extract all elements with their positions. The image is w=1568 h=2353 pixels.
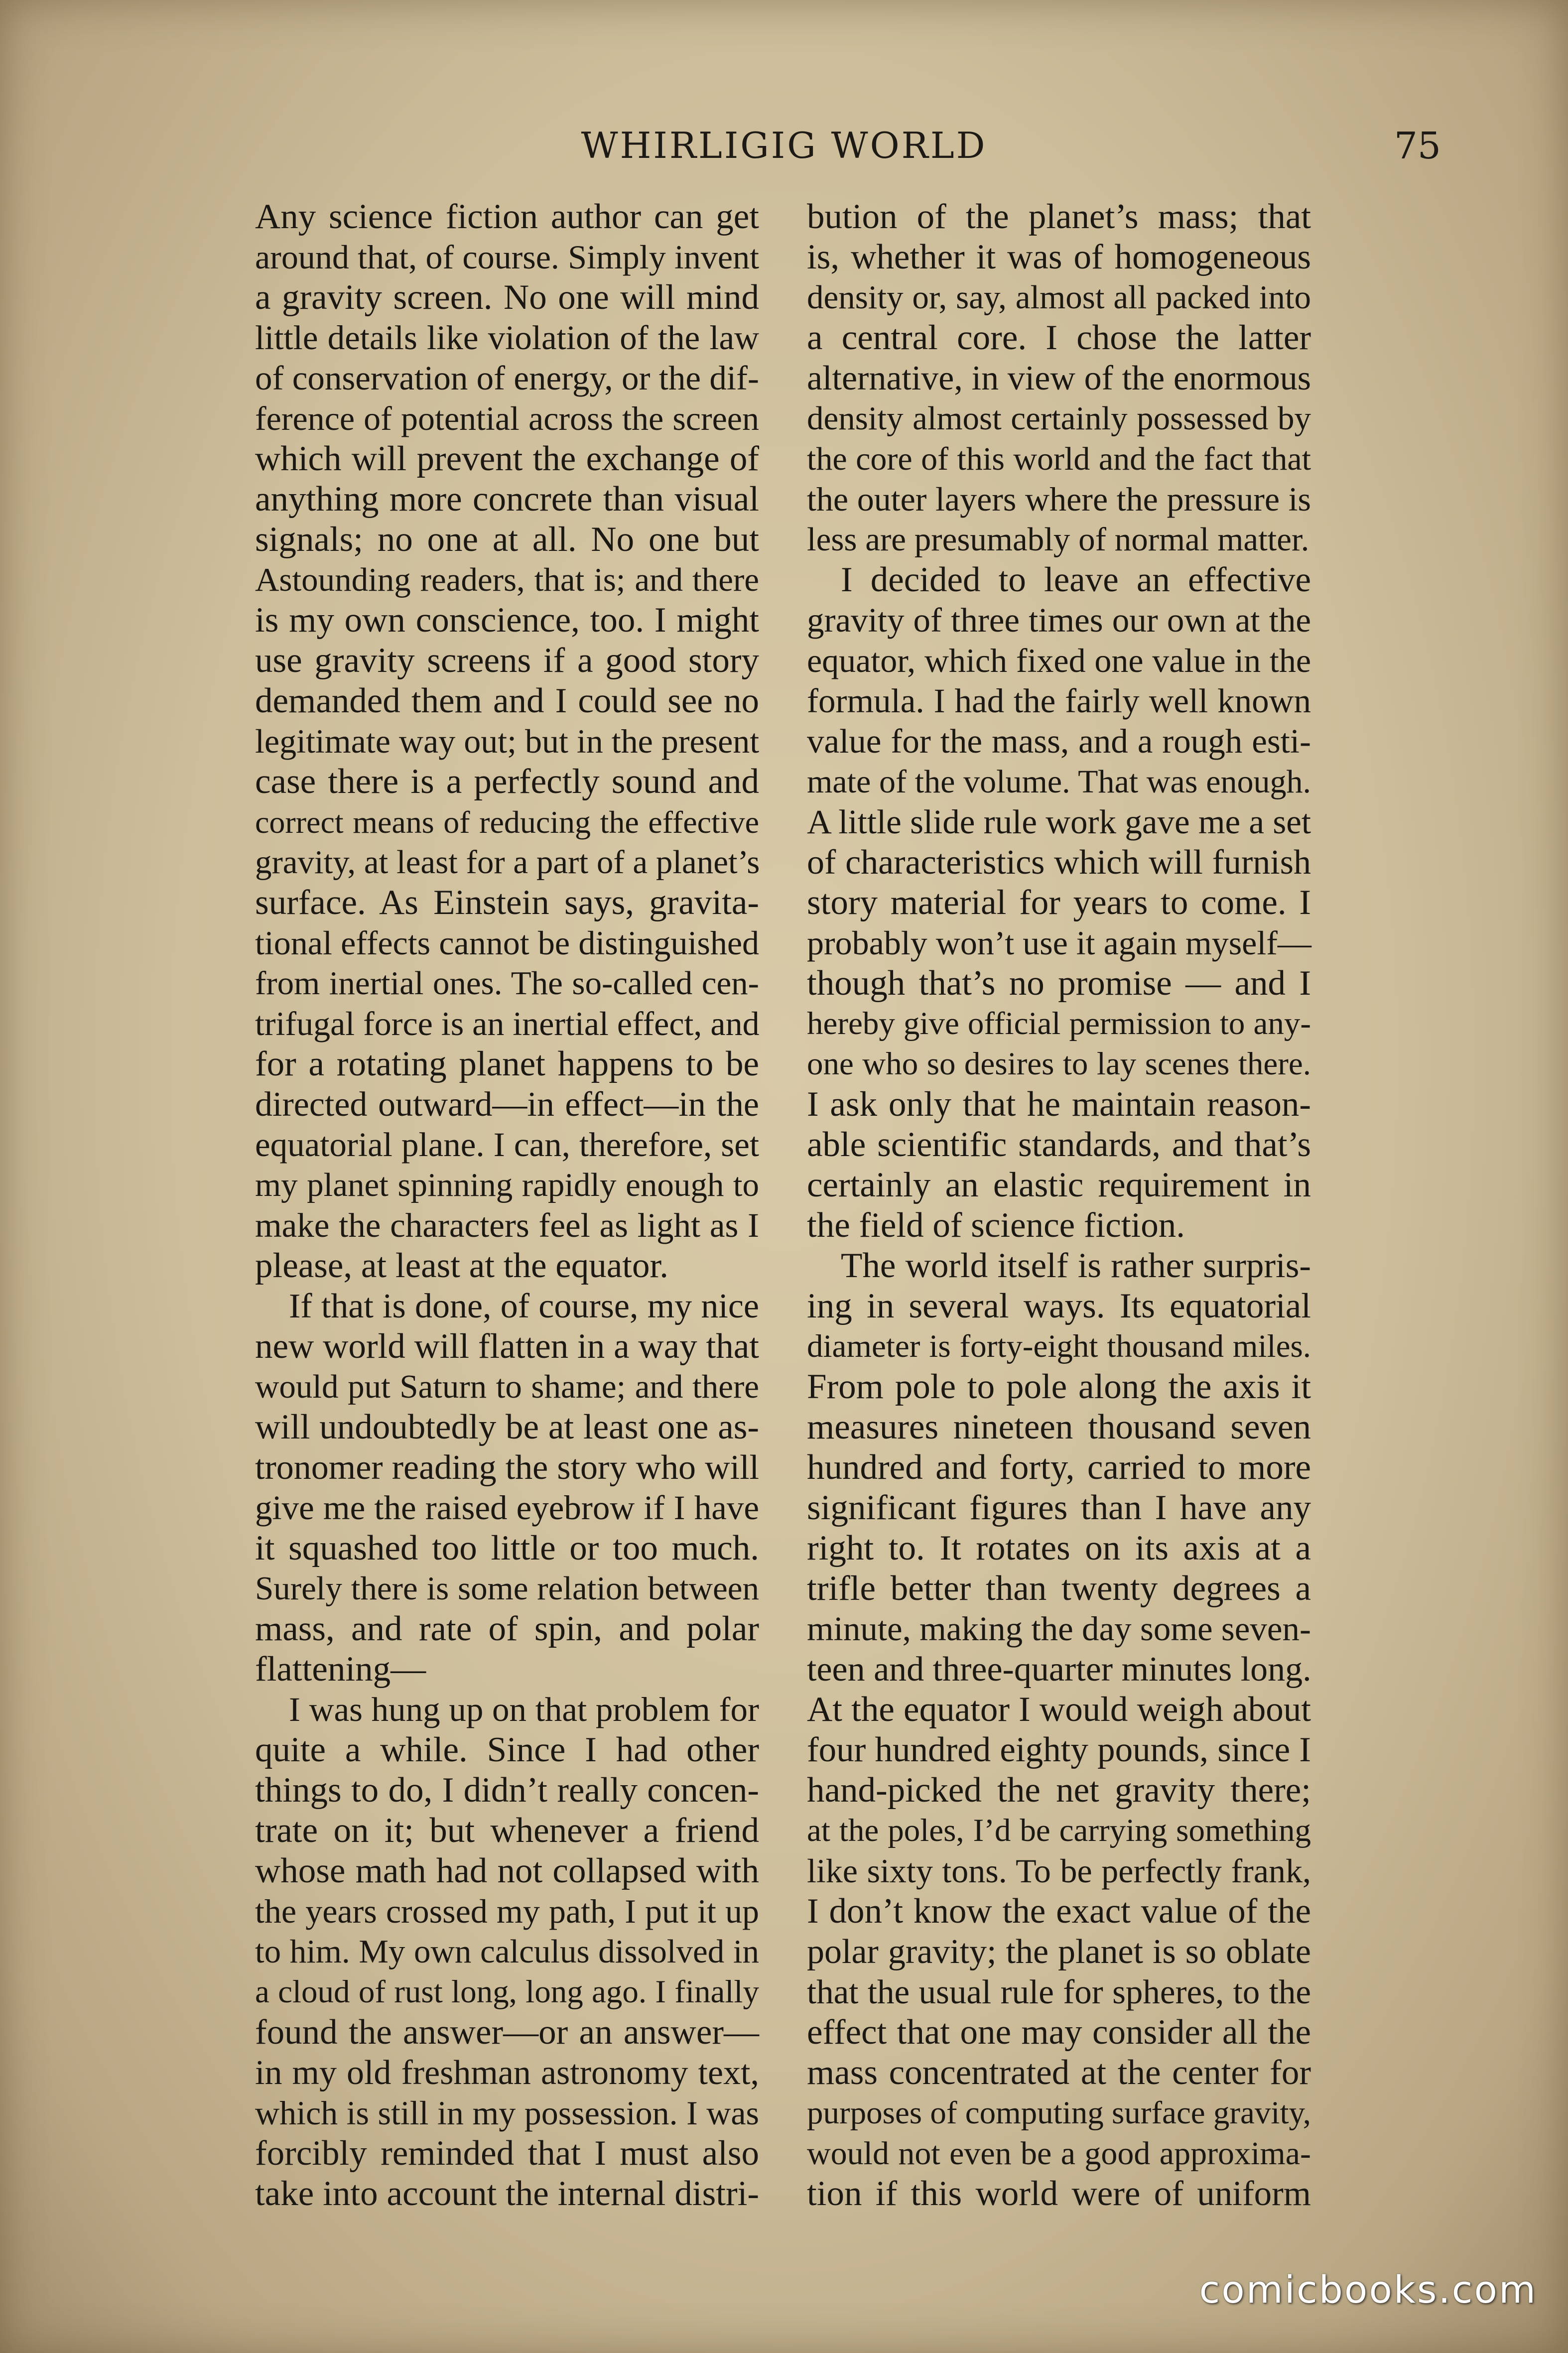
text-line: give me the raised eyebrow if I have xyxy=(255,1489,759,1527)
text-line: certainly an elastic requirement in xyxy=(807,1166,1311,1204)
text-line: take into account the internal distri- xyxy=(255,2174,759,2213)
text-line: ing in several ways. Its equatorial xyxy=(807,1287,1311,1325)
text-line: right to. It rotates on its axis at a xyxy=(807,1529,1311,1568)
text-line: correct means of reducing the effective xyxy=(255,804,759,840)
text-line: anything more concrete than visual xyxy=(255,480,759,519)
text-line: mass, and rate of spin, and polar xyxy=(255,1609,759,1648)
text-line: though that’s no promise — and I xyxy=(807,964,1311,1003)
text-line: hand-picked the net gravity there; xyxy=(807,1771,1311,1810)
text-line: please, at least at the equator. xyxy=(255,1246,668,1285)
text-line: which will prevent the exchange of xyxy=(255,439,759,478)
text-line: case there is a perfectly sound and xyxy=(255,762,759,801)
text-line: four hundred eighty pounds, since I xyxy=(807,1730,1311,1769)
text-line: tronomer reading the story who will xyxy=(255,1448,759,1487)
watermark: comicbooks.com xyxy=(1199,2267,1537,2312)
text-line: directed outward—in effect—in the xyxy=(255,1085,759,1124)
text-line: polar gravity; the planet is so oblate xyxy=(807,1933,1311,1971)
text-line: trate on it; but whenever a friend xyxy=(255,1811,759,1850)
text-line: is, whether it was of homogeneous xyxy=(807,238,1311,276)
text-line: Any science fiction author can get xyxy=(255,197,759,236)
left-text-column xyxy=(255,197,759,2214)
text-line: From pole to pole along the axis it xyxy=(807,1367,1311,1406)
text-line: my planet spinning rapidly enough to xyxy=(255,1167,759,1203)
text-line: Astounding readers, that is; and there xyxy=(255,561,759,598)
text-line: probably won’t use it again myself— xyxy=(807,924,1311,962)
text-line: a central core. I chose the latter xyxy=(807,318,1311,357)
text-line: I ask only that he maintain reason- xyxy=(807,1085,1311,1124)
text-line: would put Saturn to shame; and there xyxy=(255,1368,759,1405)
text-line: teen and three-quarter minutes long. xyxy=(807,1650,1311,1689)
text-line: the field of science fiction. xyxy=(807,1206,1185,1245)
text-line: found the answer—or an answer— xyxy=(255,2013,759,2052)
text-line: At the equator I would weigh about xyxy=(807,1690,1311,1729)
text-line: purposes of computing surface gravity, xyxy=(807,2095,1311,2131)
text-line: trifugal force is an inertial effect, and xyxy=(255,1005,760,1043)
text-line: from inertial ones. The so-called cen- xyxy=(255,965,759,1002)
text-line: the years crossed my path, I put it up xyxy=(255,1892,759,1930)
text-line: which is still in my possession. I was xyxy=(255,2094,759,2132)
text-line: in my old freshman astronomy text, xyxy=(255,2054,759,2092)
text-line: one who so desires to lay scenes there. xyxy=(807,1046,1311,1082)
text-line: formula. I had the fairly well known xyxy=(807,682,1311,720)
text-line: density or, say, almost all packed into xyxy=(807,279,1311,316)
text-line: less are presumably of normal matter. xyxy=(807,521,1309,558)
text-line: minute, making the day some seven- xyxy=(807,1610,1311,1648)
running-head xyxy=(0,125,1568,174)
text-line: use gravity screens if a good story xyxy=(255,641,759,680)
text-line: diameter is forty-eight thousand miles. xyxy=(807,1328,1311,1364)
text-line: a cloud of rust long, long ago. I finally xyxy=(255,1974,759,2010)
text-line: tion if this world were of uniform xyxy=(807,2174,1311,2213)
text-line: significant figures than I have any xyxy=(807,1488,1311,1527)
text-line: at the poles, I’d be carrying something xyxy=(807,1813,1311,1848)
text-line: gravity, at least for a part of a planet’s xyxy=(255,844,760,881)
text-line: to him. My own calculus dissolved in xyxy=(255,1933,759,1970)
text-line: for a rotating planet happens to be xyxy=(255,1045,759,1083)
text-line: measures nineteen thousand seven xyxy=(807,1408,1311,1446)
text-line: I don’t know the exact value of the xyxy=(807,1892,1311,1931)
text-line: gravity of three times our own at the xyxy=(807,601,1311,639)
text-line: density almost certainly possessed by xyxy=(807,400,1311,437)
text-line: able scientific standards, and that’s xyxy=(807,1125,1311,1164)
text-line: hereby give official permission to any- xyxy=(807,1006,1311,1042)
text-line: I was hung up on that problem for xyxy=(289,1691,759,1728)
text-line: effect that one may consider all the xyxy=(807,2013,1311,2052)
text-line: a gravity screen. No one will mind xyxy=(255,278,759,317)
text-line: things to do, I didn’t really concen- xyxy=(255,1771,759,1810)
text-line: flattening— xyxy=(255,1650,426,1689)
text-line: demanded them and I could see no xyxy=(255,681,759,720)
page-title: WHIRLIGIG WORLD xyxy=(581,125,987,166)
text-line: like sixty tons. To be perfectly frank, xyxy=(807,1852,1311,1890)
text-line: story material for years to come. I xyxy=(807,883,1311,922)
text-line: If that is done, of course, my nice xyxy=(289,1287,759,1325)
text-line: is my own conscience, too. I might xyxy=(255,601,759,640)
text-line: bution of the planet’s mass; that xyxy=(807,197,1311,236)
text-line: forcibly reminded that I must also xyxy=(255,2134,759,2173)
text-line: would not even be a good approxima- xyxy=(807,2135,1311,2172)
text-line: it squashed too little or too much. xyxy=(255,1529,759,1568)
text-line: around that, of course. Simply invent xyxy=(255,238,759,276)
text-line: tional effects cannot be distinguished xyxy=(255,924,759,962)
right-text-column xyxy=(807,197,1311,2214)
text-line: equator, which fixed one value in the xyxy=(807,642,1311,679)
text-line: alternative, in view of the enormous xyxy=(807,359,1311,397)
text-line: trifle better than twenty degrees a xyxy=(807,1569,1311,1608)
text-line: of characteristics which will furnish xyxy=(807,843,1311,882)
text-line: little details like violation of the law xyxy=(255,319,759,357)
text-line: the outer layers where the pressure is xyxy=(807,480,1311,518)
text-line: of conservation of energy, or the dif- xyxy=(255,359,759,397)
text-line: hundred and forty, carried to more xyxy=(807,1448,1311,1487)
text-line: mate of the volume. That was enough. xyxy=(807,764,1311,800)
text-line: that the usual rule for spheres, to the xyxy=(807,1973,1311,2011)
text-line: make the characters feel as light as I xyxy=(255,1206,759,1244)
text-line: ference of potential across the screen xyxy=(255,399,759,437)
text-line: surface. As Einstein says, gravita- xyxy=(255,883,759,922)
text-line: A little slide rule work gave me a set xyxy=(807,803,1311,841)
text-line: equatorial plane. I can, therefore, set xyxy=(255,1126,759,1164)
page-number: 75 xyxy=(1394,125,1441,167)
text-line: The world itself is rather surpris- xyxy=(841,1246,1311,1285)
text-line: signals; no one at all. No one but xyxy=(255,520,759,559)
text-line: I decided to leave an effective xyxy=(841,560,1311,599)
text-line: mass concentrated at the center for xyxy=(807,2053,1311,2092)
text-line: Surely there is some relation between xyxy=(255,1570,759,1607)
text-line: will undoubtedly be at least one as- xyxy=(255,1408,759,1446)
text-line: the core of this world and the fact that xyxy=(807,441,1311,477)
text-line: legitimate way out; but in the present xyxy=(255,722,760,760)
text-line: quite a while. Since I had other xyxy=(255,1730,759,1769)
text-line: value for the mass, and a rough esti- xyxy=(807,722,1311,760)
text-line: whose math had not collapsed with xyxy=(255,1851,759,1890)
text-line: new world will flatten in a way that xyxy=(255,1327,759,1366)
